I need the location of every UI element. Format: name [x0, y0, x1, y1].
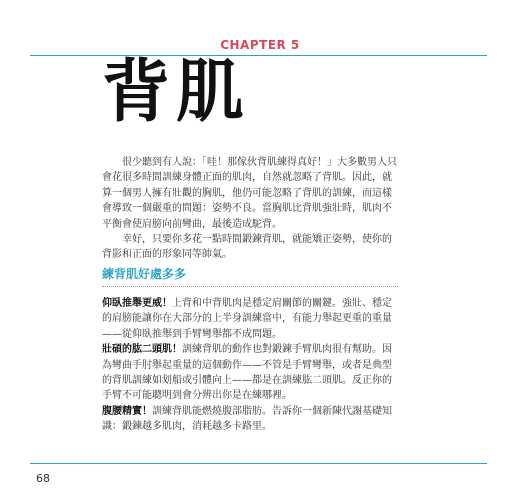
- chapter-label: CHAPTER 5: [220, 38, 300, 52]
- section-title: 練背肌好處多多: [102, 267, 187, 281]
- page-number: 68: [36, 472, 50, 485]
- page-title: 背肌: [102, 53, 251, 132]
- section-divider: [102, 286, 398, 287]
- benefit-text: 上背和中背肌肉是穩定肩關節的關鍵。強壯、穩定的肩膀能讓你在大部分的上半身訓練當中，有能力舉起更重的重量——從仰臥推舉到手臂彎舉都不成問題。: [102, 298, 392, 340]
- benefit-lead: 仰臥推舉更威！: [102, 298, 172, 309]
- top-divider: [30, 55, 487, 56]
- benefit-lead: 壯碩的肱二頭肌！: [102, 344, 182, 356]
- benefits-list: [102, 296, 398, 435]
- benefit-text: 訓練背肌的動作也對鍛鍊手臂肌肉很有幫助。因為彎曲手肘舉起重量的這個動作——不管是手臂彎舉，或者是典型的背肌訓練如划船或引體向上——都是在訓練肱二頭肌。反正你的手臂不可能聰明到會分辨出你是在練哪裡。: [102, 344, 392, 402]
- intro-text: [102, 155, 398, 263]
- benefit-lead: 腹腰精實！: [102, 405, 152, 417]
- bottom-divider: [30, 463, 487, 464]
- benefit-item: [102, 296, 398, 342]
- benefit-item: [102, 404, 398, 435]
- intro-paragraph: 很少聽到有人說：「哇！那傢伙背肌練得真好！」大多數男人只會花很多時間訓練身體正面的肌肉，自然就忽略了背肌。因此，就算一個男人擁有壯觀的胸肌，他仍可能忽略了背肌的訓練，而這樣會導致一個嚴重的問題：姿勢不良。當胸肌比背肌強壯時，肌肉不平衡會使肩膀向前彎曲，最後造成駝背。: [102, 157, 397, 230]
- benefit-text: 訓練背肌能燃燒腹部脂肪。告訴你一個新陳代謝基礎知識：鍛鍊越多肌肉，消耗越多卡路里。: [102, 405, 392, 433]
- intro-paragraph: 幸好，只要你多花一點時間鍛鍊背肌，就能矯正姿勢，使你的背影和正面的形象同等帥氣。: [102, 234, 392, 261]
- benefit-item: [102, 342, 398, 404]
